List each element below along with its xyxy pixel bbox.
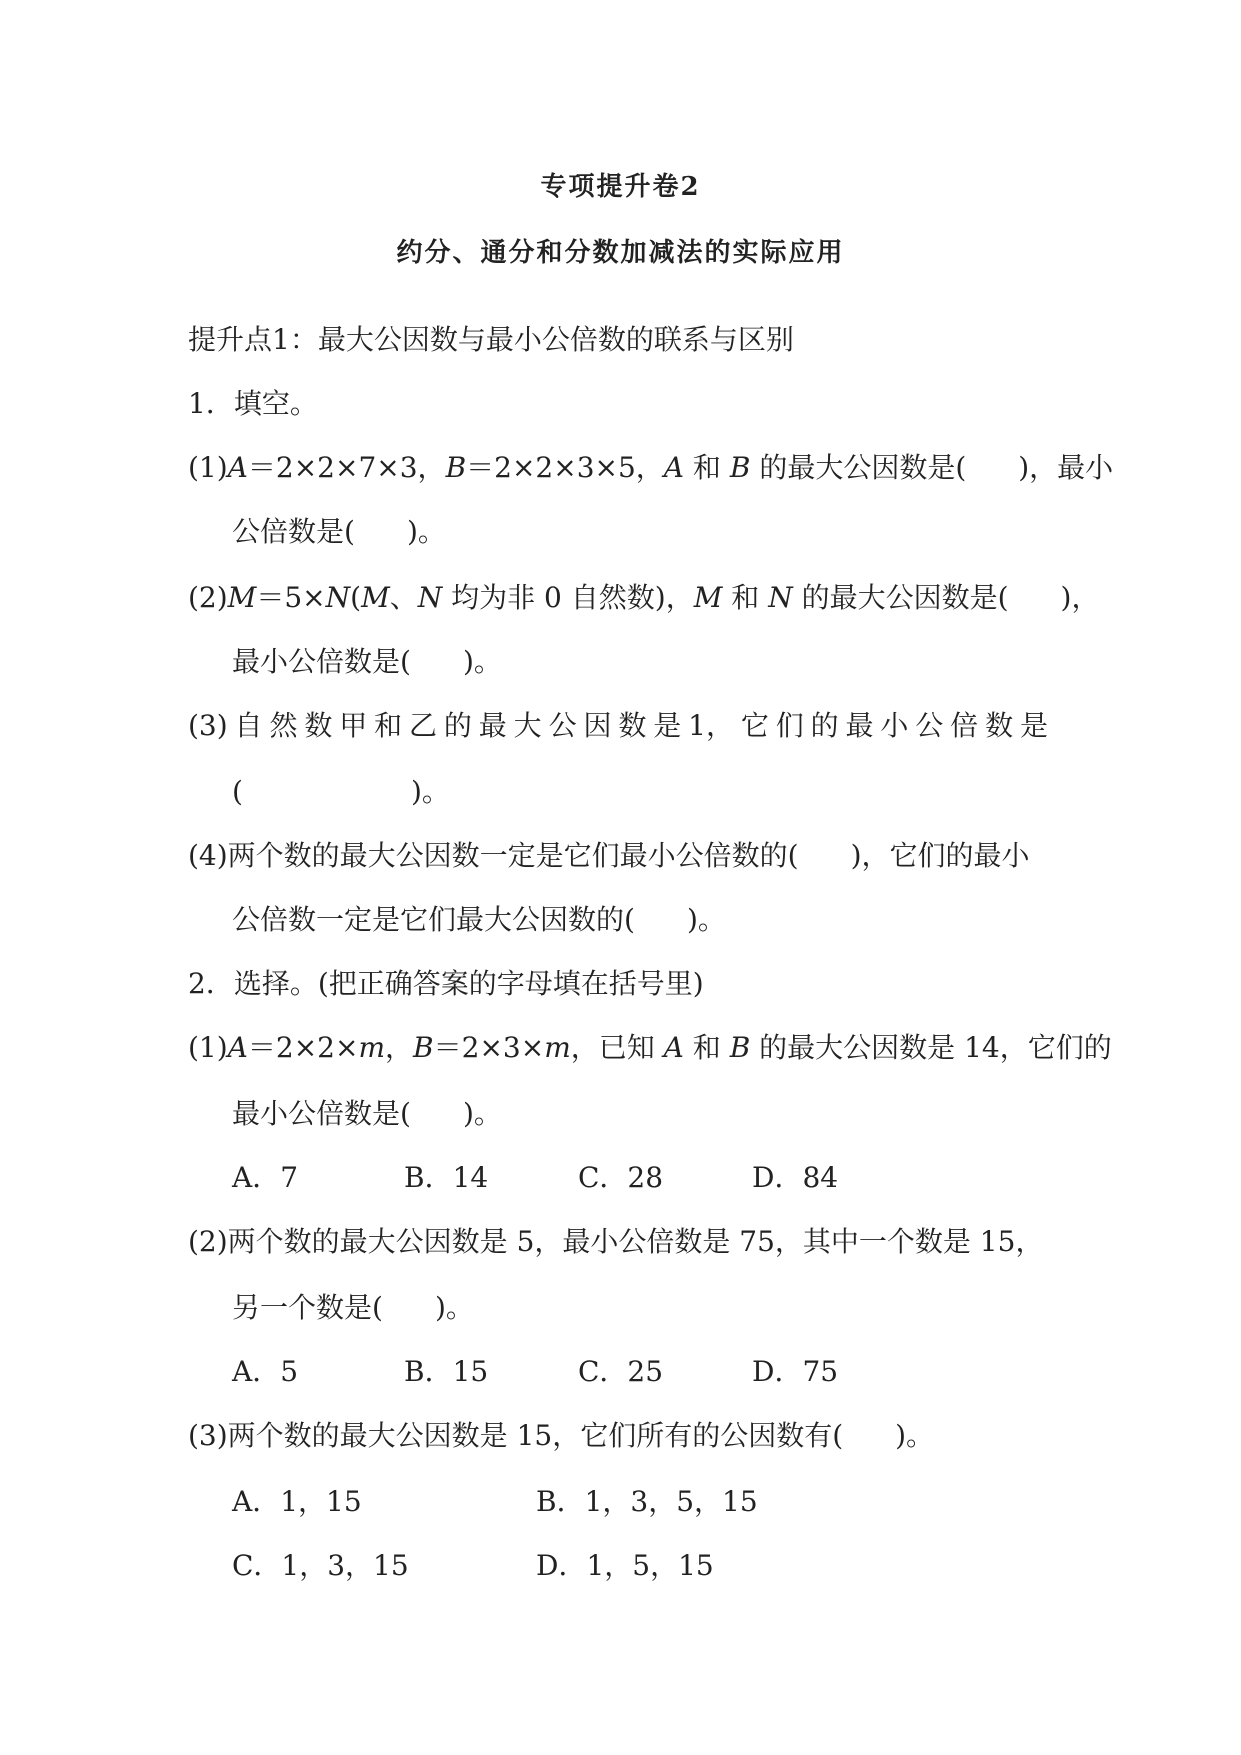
question-1-heading: 1．填空。 bbox=[188, 387, 318, 420]
q2-part3-line1: (3)两个数的最大公因数是 15，它们所有的公因数有( )。 bbox=[188, 1419, 935, 1452]
q1-part2-line2: 最小公倍数是( )。 bbox=[232, 645, 502, 678]
q1-part3-line1: (3) 自 然 数 甲 和 乙 的 最 大 公 因 数 是 1， 它 们 的 最 小 公 倍 数 是 bbox=[188, 709, 1048, 742]
option-d[interactable]: D．1，5，15 bbox=[536, 1549, 714, 1582]
option-b[interactable]: B．15 bbox=[404, 1355, 489, 1388]
q2-part2-line2: 另一个数是( )。 bbox=[232, 1291, 474, 1324]
option-a[interactable]: A．7 bbox=[232, 1161, 299, 1194]
q1-part4-line2: 公倍数一定是它们最大公因数的( )。 bbox=[232, 903, 726, 936]
q2-part2-line1: (2)两个数的最大公因数是 5，最小公倍数是 75，其中一个数是 15， bbox=[188, 1225, 1044, 1258]
q1-part2-line1: (2)M＝5×N(M、N 均为非 0 自然数)，M 和 N 的最大公因数是( )， bbox=[188, 581, 1100, 614]
option-d[interactable]: D．75 bbox=[752, 1355, 839, 1388]
q1-part1-line1: (1)A＝2×2×7×3，B＝2×2×3×5，A 和 B 的最大公因数是( )，最小 bbox=[188, 451, 1114, 484]
option-c[interactable]: C．28 bbox=[578, 1161, 664, 1194]
question-2-heading: 2．选择。(把正确答案的字母填在括号里) bbox=[188, 967, 704, 1000]
page-title: 专项提升卷2 bbox=[540, 172, 701, 202]
option-a[interactable]: A．5 bbox=[232, 1355, 299, 1388]
option-b[interactable]: B．1，3，5，15 bbox=[536, 1485, 758, 1518]
option-c[interactable]: C．1，3，15 bbox=[232, 1549, 409, 1582]
option-d[interactable]: D．84 bbox=[752, 1161, 839, 1194]
option-b[interactable]: B．14 bbox=[404, 1161, 489, 1194]
option-a[interactable]: A．1，15 bbox=[232, 1485, 362, 1518]
q2-part1-line1: (1)A＝2×2×m，B＝2×3×m，已知 A 和 B 的最大公因数是 14，它们的 bbox=[188, 1031, 1112, 1064]
q1-part1-line2: 公倍数是( )。 bbox=[232, 515, 446, 548]
q2-part1-line2: 最小公倍数是( )。 bbox=[232, 1097, 502, 1130]
option-c[interactable]: C．25 bbox=[578, 1355, 664, 1388]
q1-part4-line1: (4)两个数的最大公因数一定是它们最小公倍数的( )，它们的最小 bbox=[188, 839, 1030, 872]
section-heading: 提升点1：最大公因数与最小公倍数的联系与区别 bbox=[188, 323, 794, 356]
page-subtitle: 约分、通分和分数加减法的实际应用 bbox=[396, 238, 845, 268]
q1-part3-line2: ( )。 bbox=[232, 775, 450, 808]
